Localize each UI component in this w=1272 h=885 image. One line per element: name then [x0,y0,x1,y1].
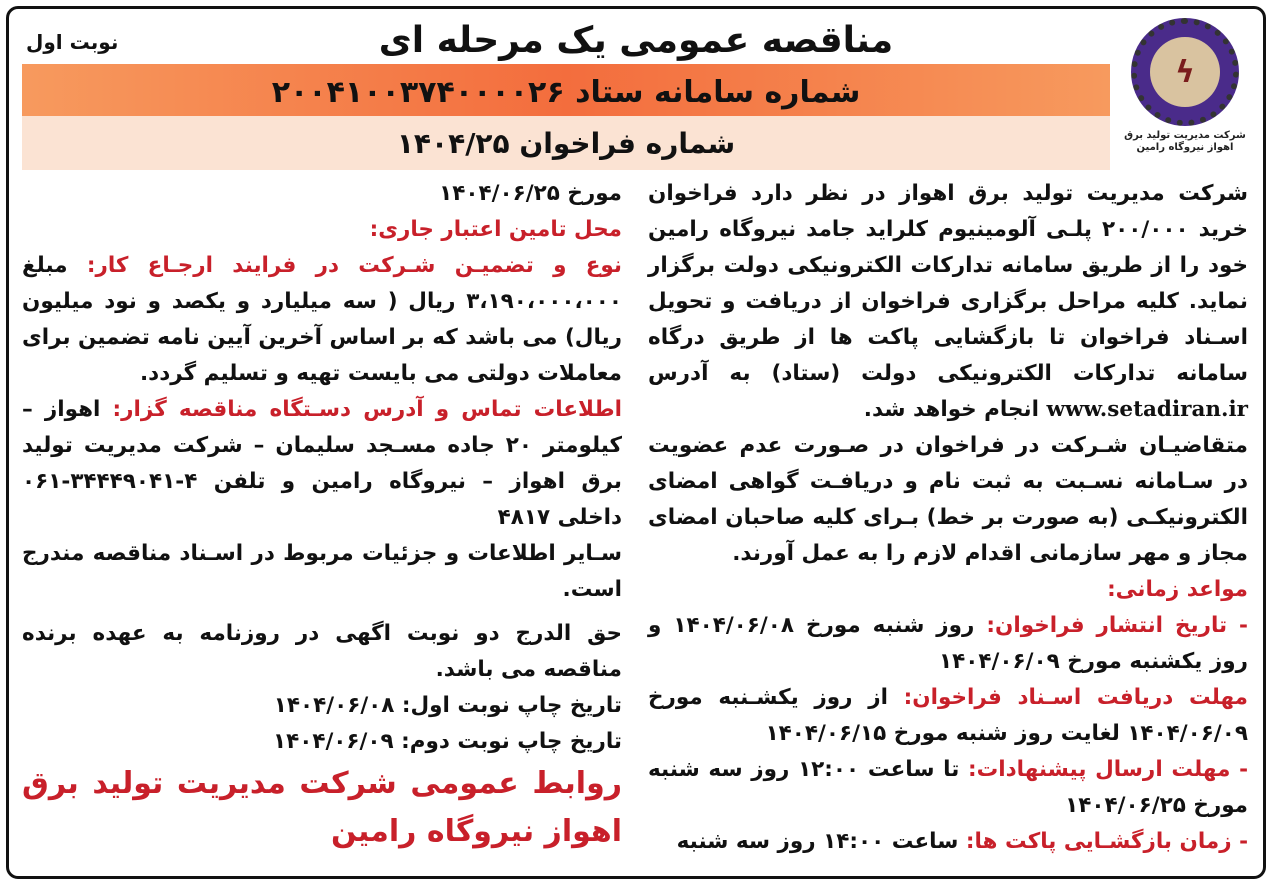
setad-url-link[interactable]: www.setadiran.ir [1046,397,1248,422]
intro-paragraph: شرکت مدیریت تولید برق اهواز در نظر دارد فراخوان خرید ۲۰۰/۰۰۰ پلـی آلومینیوم کلراید جامد نیروگاه رامین خود را از طریق سامانه تدارکات الکترونیکی دولت برگزار نماید. کلیه مراحل برگزاری فراخوان از دریافت و تحویل اسـناد فراخوان تا بازگشایی پاکت ها از طریق درگاه سامانه تدارکات الکترونیکی دولت (ستاد) به آدرس www.setadiran.ir انجام خواهد شد. [648,181,1249,422]
docs-deadline-item: مهلت دریافت اسـناد فراخوان: از روز یکشـنبه مورخ ۱۴۰۴/۰۶/۰۹ لغایت روز شنبه مورخ ۱۴۰۴/۰۶/۱۵ [648,685,1248,746]
logo-caption: شرکت مدیریت تولید برق اهواز نیروگاه رامین [1124,130,1246,153]
offers-deadline-item: - مهلت ارسال پیشنهادات: تا ساعت ۱۲:۰۰ روز سه شنبه مورخ ۱۴۰۴/۰۶/۲۵ [648,757,1248,818]
contact-paragraph: اطلاعات تماس و آدرس دسـتگاه مناقصه گزار: اهواز – کیلومتر ۲۰ جاده مسـجد سلیمان – شرکت مدیریت تولید برق اهواز – نیروگاه رامین و تلفن ۴-۳۴۴۴۹۰۴۱-۰۶۱ داخلی ۴۸۱۷ [22,397,622,530]
setad-number-band: شماره سامانه ستاد ۲۰۰۴۱۰۰۳۷۴۰۰۰۰۲۶ [22,64,1110,120]
left-column [22,176,622,856]
other-info-paragraph: سـایر اطلاعات و جزئیات مربوط در اسـناد مناقصه مندرج است. [22,541,622,602]
public-relations-signature: روابط عمومی شرکت مدیریت تولید برق اهواز نیروگاه رامین [22,766,622,849]
opening-date-line: مورخ ۱۴۰۴/۰۶/۲۵ [439,181,622,206]
funding-label: محل تامین اعتبار جاری: [369,217,622,242]
print-date-first: تاریخ چاپ نوبت اول: ۱۴۰۴/۰۶/۰۸ [273,693,622,718]
print-date-second: تاریخ چاپ نوبت دوم: ۱۴۰۴/۰۶/۰۹ [272,729,622,754]
fee-paragraph: حق الدرج دو نوبت اگهی در روزنامه به عهده برنده مناقصه می باشد. [22,621,622,682]
edition-badge: نوبت اول [26,30,119,54]
notice-title: مناقصه عمومی یک مرحله ای [378,20,894,61]
publish-date-item: - تاریخ انتشار فراخوان: روز شنبه مورخ ۱۴۰۴/۰۶/۰۸ و روز یکشنبه مورخ ۱۴۰۴/۰۶/۰۹ [648,613,1248,674]
deadlines-heading: مواعد زمانی: [1107,577,1248,602]
applicants-paragraph: متقاضیـان شـرکت در فراخوان در صـورت عدم عضویت در سـامانه نسـبت به ثبت نام و دریافـت گواهی امضای الکترونیکـی (به صورت بر خط) بـرای کلیه صاحبان امضای مجاز و مهر سازمانی اقدام لازم را به عمل آورند. [648,433,1248,566]
guarantee-paragraph: نوع و تضمیـن شـرکت در فرایند ارجـاع کار: مبلغ ۳،۱۹۰،۰۰۰،۰۰۰ ریال ( سه میلیارد و یکصد و نود میلیون ریال) می باشد که بر اساس آخرین آیین نامه تضمین برای معاملات دولتی می بایست تهیه و تسلیم گردد. [22,253,622,386]
opening-time-item: - زمان بازگشـایی پاکت ها: ساعت ۱۴:۰۰ روز سه شنبه [676,829,1248,854]
call-number-band: شماره فراخوان ۱۴۰۴/۲۵ [22,116,1110,170]
right-column [648,176,1248,860]
logo-emblem-icon: ϟ [1131,18,1239,126]
